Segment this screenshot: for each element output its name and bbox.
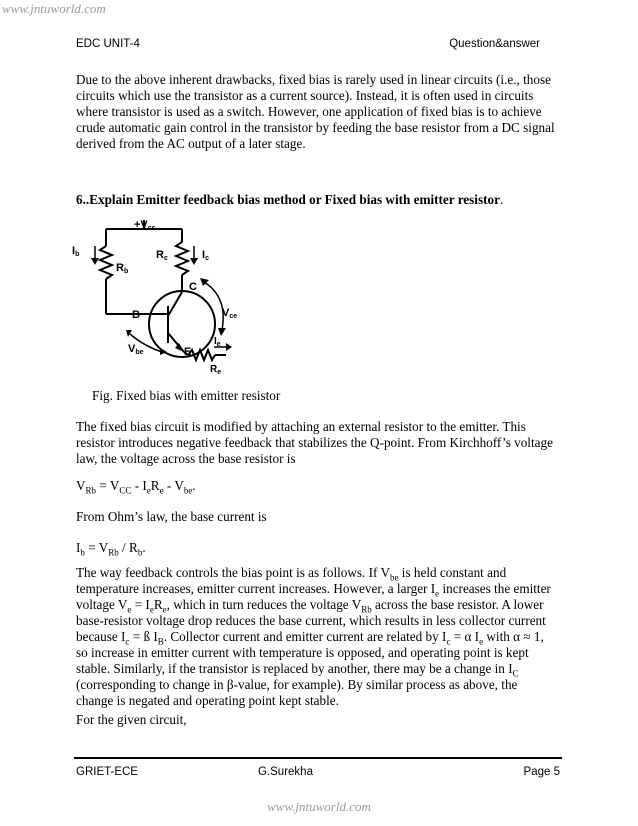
label-vce: Vce	[222, 307, 238, 320]
footer-divider	[74, 757, 562, 759]
footer-author: G.Surekha	[258, 766, 313, 778]
label-vbe: Vbe	[128, 343, 144, 356]
figure-caption: Fig. Fixed bias with emitter resistor	[92, 388, 281, 403]
label-rb: Rb	[116, 262, 129, 275]
fixed-bias-emitter-resistor-circuit	[66, 212, 256, 380]
intro-paragraph: Due to the above inherent drawbacks, fixed bias is rarely used in linear circuits (i.e., those circuits which use the transistor as a current source). Instead, it is often used in circuits where transistor is used as a switch. However, one application of fixed bias is to achieve crude automatic gain control in the transistor by feeding the base resistor from a DC signal derived from the AC output of a later stage.	[76, 72, 555, 151]
paragraph-ohms-law: From Ohm’s law, the base current is	[76, 509, 267, 524]
watermark-bottom: www.jntuworld.com	[267, 799, 371, 814]
paragraph-feedback-explanation: The way feedback controls the bias point is as follows. If $V_{be}$ is held constant and temperature increases, emitter current increases. However, a larger $I_e$ increases the emitter voltage $V_e = I_eR_e$, which in turn reduces the voltage $V_{Rb}$ across the base resistor. A lower base-resistor voltage drop reduces the base current, which results in less collector current because $I_c$ = ß $I_B$. Collector current and emitter current are related by $I_c = \alpha$ $I_e$ with α ≈ 1, so increase in emitter current with temperature is opposed, and operating point is kept stable. Similarly, if the transistor is replaced by another, there may be a change in $I_C$ (corresponding to change in β-value, for example). By similar process as above, the change is negated and operating point kept stable.	[76, 565, 551, 708]
watermark-top: www.jntuworld.com	[2, 1, 106, 16]
equation-vrb: $V_{Rb} = V_{CC} - I_eR_e - V_{be}$.	[76, 478, 196, 496]
label-c: C	[189, 281, 197, 293]
label-vcc: +Vcc	[134, 219, 156, 232]
question-heading: 6..Explain Emitter feedback bias method or Fixed bias with emitter resistor.	[76, 192, 504, 207]
label-ib: Ib	[72, 245, 80, 258]
footer-college: GRIET-ECE	[76, 766, 138, 778]
label-rc: Rc	[156, 249, 168, 262]
header-type: Question&answer	[449, 38, 540, 50]
header-unit: EDC UNIT-4	[76, 38, 140, 50]
paragraph-feedback-intro: The fixed bias circuit is modified by attaching an external resistor to the emitter. This resistor introduces negative feedback that stabilizes the Q-point. From Kirchhoff’s voltage law, the voltage across the base resistor is	[76, 419, 553, 466]
label-b: B	[132, 309, 140, 321]
label-re: $R_e$	[210, 364, 222, 376]
label-ie: $I_e$	[214, 336, 221, 348]
label-e: E	[184, 346, 192, 358]
paragraph-given-circuit: For the given circuit,	[76, 712, 187, 727]
equation-ib: $I_b = V_{Rb} / R_b$.	[76, 540, 146, 558]
footer-page-number: Page 5	[523, 766, 560, 778]
label-ic: Ic	[202, 249, 209, 262]
